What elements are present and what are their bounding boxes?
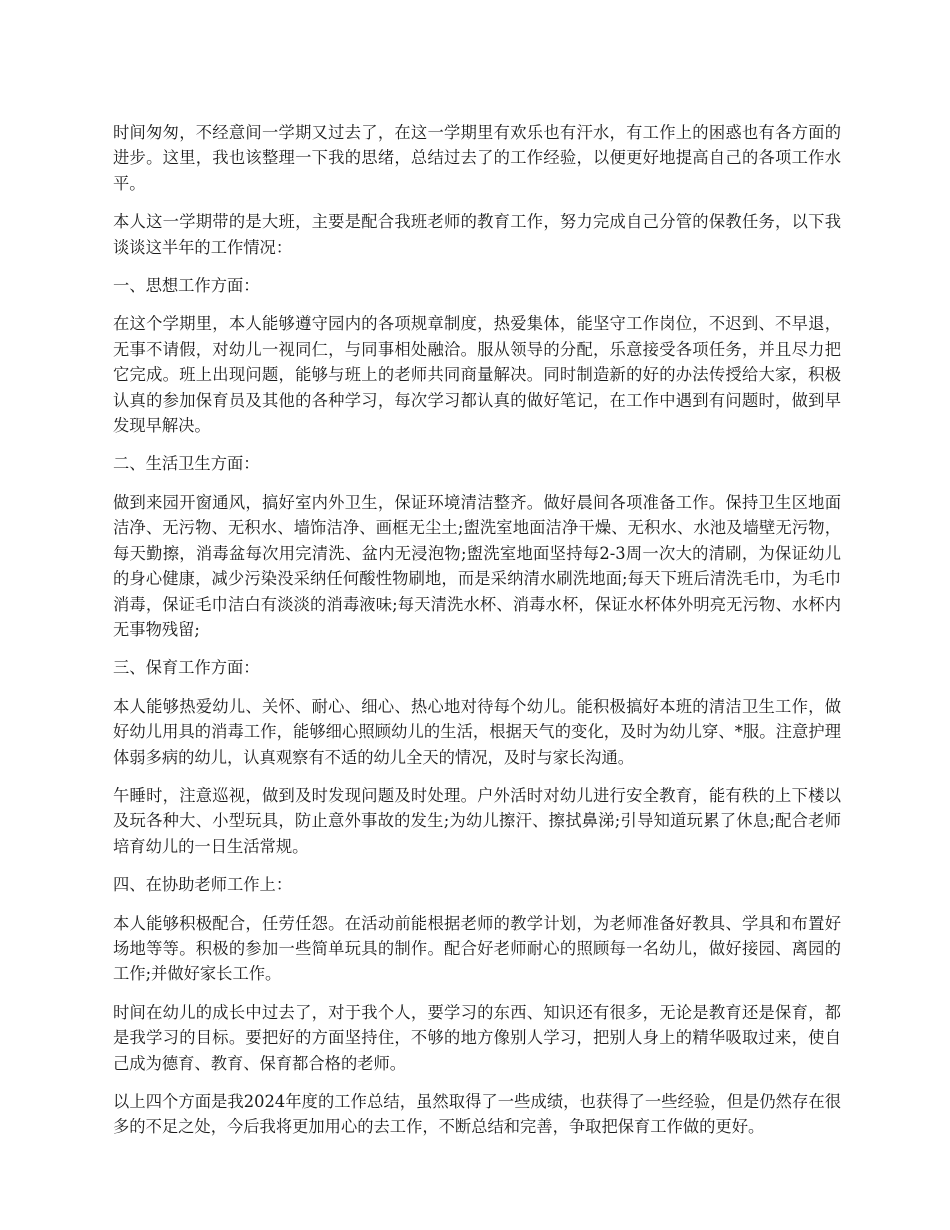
- conclusion-paragraph: 以上四个方面是我2024年度的工作总结，虽然取得了一些成绩，也获得了一些经验，但是仍然存在很多的不足之处，今后我将更加用心的去工作，不断总结和完善，争取把保育工作做的更好。: [113, 1092, 841, 1137]
- hygiene-paragraph: 做到来园开窗通风，搞好室内外卫生，保证环境清洁整齐。做好晨间各项准备工作。保持卫生区地面洁净、无污物、无积水、墙饰洁净、画框无尘土;盥洗室地面洁净干燥、无积水、水池及墙壁无污物，每天勤擦，消毒盆每次用完清洗、盆内无浸泡物;盥洗室地面坚持每2-3周一次大的清刷，为保证幼儿的身心健康，减少污染没采纳任何酸性物刷地，而是采纳清水刷洗地面;每天下班后清洗毛巾，为毛巾消毒，保证毛巾洁白有淡淡的消毒液味;每天清洗水杯、消毒水杯，保证水杯体外明亮无污物、水杯内无事物残留;: [113, 492, 841, 639]
- care-paragraph-2: 午睡时，注意巡视，做到及时发现问题及时处理。户外活时对幼儿进行安全教育，能有秩的上下楼以及玩各种大、小型玩具，防止意外事故的发生;为幼儿擦汗、擦拭鼻涕;引导知道玩累了休息;配合老师培育幼儿的一日生活常规。: [113, 785, 841, 856]
- document-body: [113, 120, 841, 1153]
- care-paragraph-1: 本人能够热爱幼儿、关怀、耐心、细心、热心地对待每个幼儿。能积极搞好本班的清洁卫生工作，做好幼儿用具的消毒工作，能够细心照顾幼儿的生活，根据天气的变化，及时为幼儿穿、*服。注意护理体弱多病的幼儿，认真观察有不适的幼儿全天的情况，及时与家长沟通。: [113, 696, 841, 767]
- section-heading-assist: 四、在协助老师工作上：: [113, 875, 293, 895]
- overview-paragraph: 本人这一学期带的是大班，主要是配合我班老师的教育工作，努力完成自己分管的保教任务，以下我谈谈这半年的工作情况：: [113, 212, 841, 257]
- section-heading-care: 三、保育工作方面：: [113, 658, 260, 678]
- intro-paragraph: 时间匆匆，不经意间一学期又过去了，在这一学期里有欢乐也有汗水，有工作上的困惑也有各方面的进步。这里，我也该整理一下我的思绪，总结过去了的工作经验，以便更好地提高自己的各项工作水平。: [113, 123, 841, 193]
- assist-paragraph: 本人能够积极配合，任劳任怨。在活动前能根据老师的教学计划，为老师准备好教具、学具和布置好场地等等。积极的参加一些简单玩具的制作。配合好老师耐心的照顾每一名幼儿，做好接园、离园的工作;并做好家长工作。: [113, 913, 841, 984]
- section-heading-thought: 一、思想工作方面：: [113, 276, 260, 296]
- reflection-paragraph: 时间在幼儿的成长中过去了，对于我个人，要学习的东西、知识还有很多，无论是教育还是保育，都是我学习的目标。要把好的方面坚持住，不够的地方像别人学习，把别人身上的精华吸取过来，使自己成为德育、教育、保育都合格的老师。: [113, 1002, 841, 1073]
- section-heading-hygiene: 二、生活卫生方面：: [113, 454, 260, 474]
- thought-paragraph: 在这个学期里，本人能够遵守园内的各项规章制度，热爱集体，能坚守工作岗位，不迟到、不早退，无事不请假，对幼儿一视同仁，与同事相处融洽。服从领导的分配，乐意接受各项任务，并且尽力把它完成。班上出现问题，能够与班上的老师共同商量解决。同时制造新的好的办法传授给大家，积极认真的参加保育员及其他的各种学习，每次学习都认真的做好笔记，在工作中遇到有问题时，做到早发现早解决。: [113, 314, 841, 436]
